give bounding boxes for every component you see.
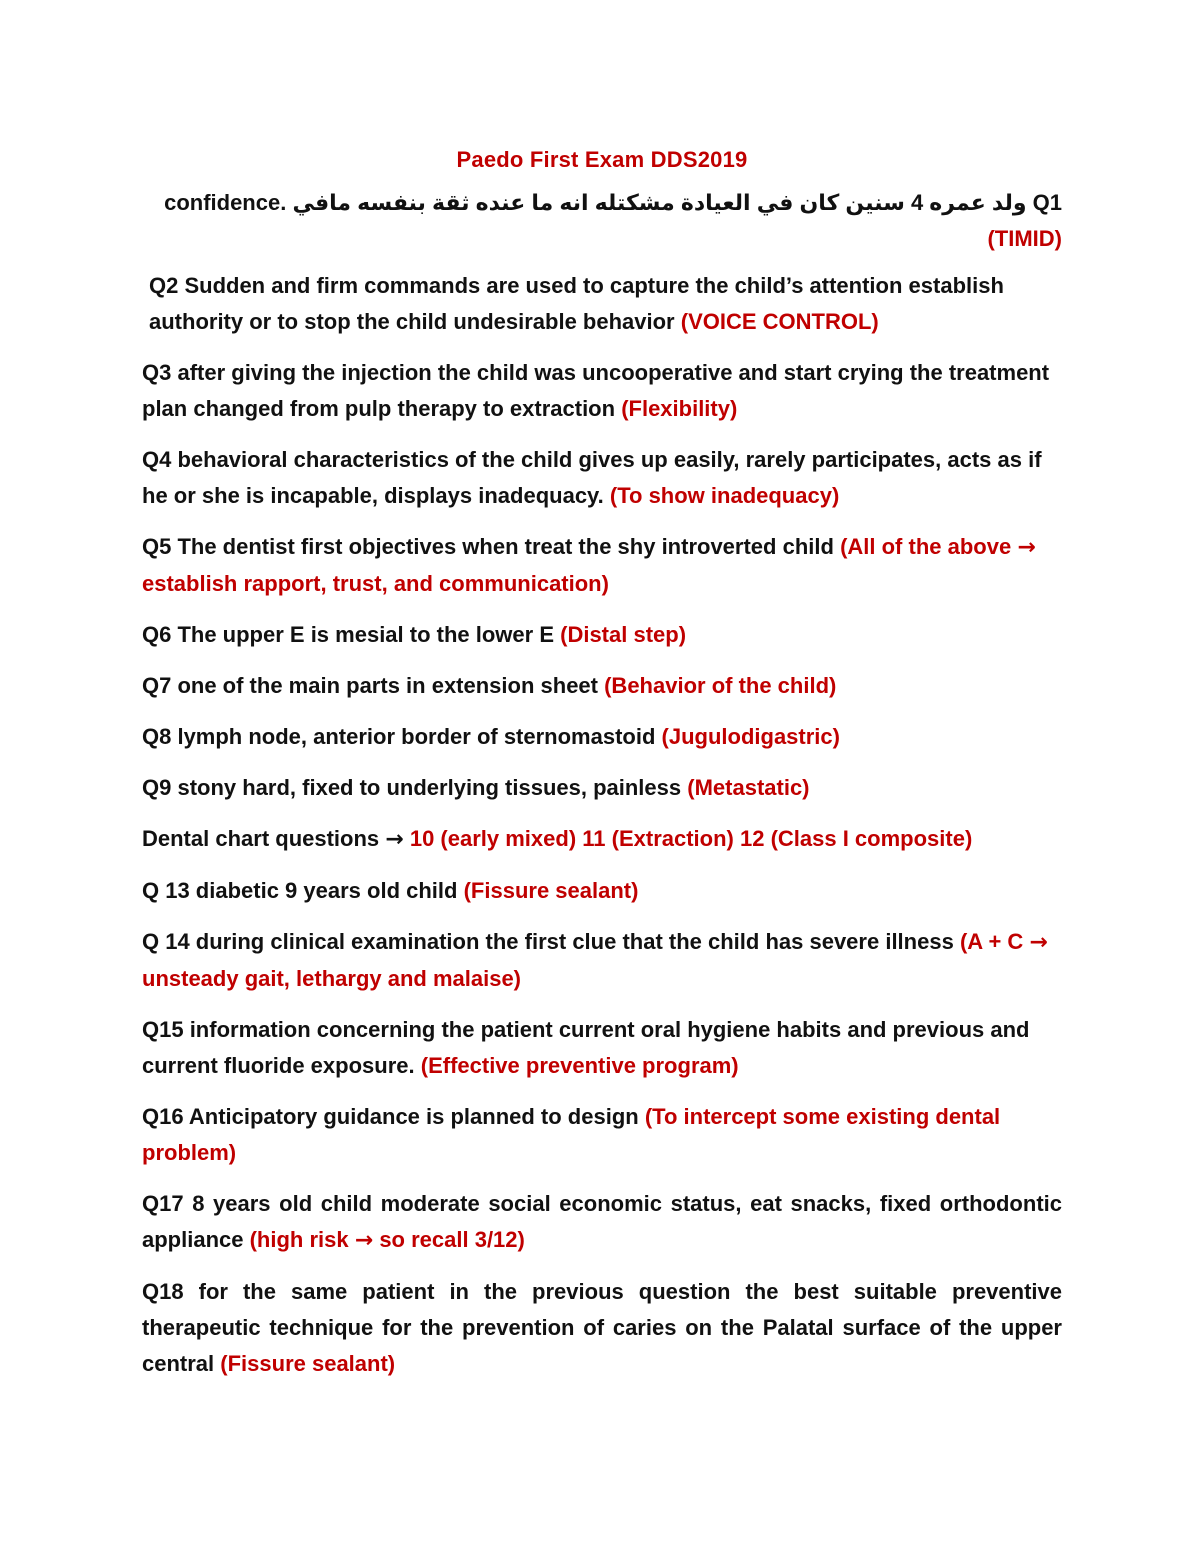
question-13-text: Q 13 diabetic 9 years old child xyxy=(142,878,458,903)
dental-chart-text: Dental chart questions xyxy=(142,826,380,851)
question-8 xyxy=(142,719,1062,755)
question-9 xyxy=(142,770,1062,806)
question-16-text: Q16 Anticipatory guidance is planned to design xyxy=(142,1104,639,1129)
question-18 xyxy=(142,1274,1062,1382)
question-1-answer: (TIMID) xyxy=(987,226,1062,251)
question-14 xyxy=(142,924,1062,997)
document-page xyxy=(142,145,1062,1397)
question-5-text: Q5 The dentist first objectives when treat the shy introverted child xyxy=(142,534,834,559)
question-3-answer: (Flexibility) xyxy=(621,396,738,421)
question-3-text: Q3 after giving the injection the child was uncooperative and start crying the treatment plan changed from pulp therapy to extraction xyxy=(142,360,1050,421)
question-5-answer-part-1: (All of the above xyxy=(840,534,1012,559)
question-5 xyxy=(142,529,1062,602)
question-1 xyxy=(142,185,1062,257)
arrow-right-icon: → xyxy=(354,1228,374,1253)
question-14-text: Q 14 during clinical examination the first clue that the child has severe illness xyxy=(142,929,954,954)
question-6 xyxy=(142,617,1062,653)
question-6-answer: (Distal step) xyxy=(560,622,687,647)
question-13-answer: (Fissure sealant) xyxy=(463,878,639,903)
question-15-answer: (Effective preventive program) xyxy=(420,1053,739,1078)
arrow-right-icon: → xyxy=(1017,535,1036,560)
question-2 xyxy=(142,268,1062,340)
question-15-text: Q15 information concerning the patient current oral hygiene habits and previous and current fluoride exposure. xyxy=(142,1017,1030,1078)
question-1-english-word: confidence. xyxy=(164,190,287,215)
question-18-text: Q18 for the same patient in the previous question the best suitable preventive therapeutic technique for the prevention of caries on the Palatal surface of the upper central xyxy=(142,1279,1062,1376)
question-13 xyxy=(142,873,1062,909)
question-6-text: Q6 The upper E is mesial to the lower E xyxy=(142,622,554,647)
question-4-answer: (To show inadequacy) xyxy=(609,483,840,508)
arrow-right-icon: → xyxy=(385,827,404,852)
question-17-answer-part-2: so recall 3/12) xyxy=(379,1227,525,1252)
arrow-right-icon: → xyxy=(1029,930,1048,955)
question-16-answer: (To intercept some existing dental problem) xyxy=(142,1104,1001,1165)
question-14-answer-part-1: (A + C xyxy=(959,929,1024,954)
dental-chart-answer: 10 (early mixed) 11 (Extraction) 12 (Class I composite) xyxy=(409,826,973,851)
question-3 xyxy=(142,355,1062,427)
question-4-text: Q4 behavioral characteristics of the child gives up easily, rarely participates, acts as if he or she is incapable, displays inadequacy. xyxy=(142,447,1042,508)
question-1-arabic-text: ولد عمره 4 سنين كان في العيادة مشكتله انه ما عنده ثقة بنفسه مافي xyxy=(292,190,1027,215)
question-8-text: Q8 lymph node, anterior border of sternomastoid xyxy=(142,724,656,749)
question-18-answer: (Fissure sealant) xyxy=(220,1351,396,1376)
question-15 xyxy=(142,1012,1062,1084)
question-8-answer: (Jugulodigastric) xyxy=(661,724,840,749)
question-7-text: Q7 one of the main parts in extension sheet xyxy=(142,673,598,698)
question-7 xyxy=(142,668,1062,704)
question-16 xyxy=(142,1099,1062,1171)
question-7-answer: (Behavior of the child) xyxy=(604,673,837,698)
question-14-answer-part-2: unsteady gait, lethargy and malaise) xyxy=(142,966,522,991)
question-9-text: Q9 stony hard, fixed to underlying tissues, painless xyxy=(142,775,682,800)
question-17-text: Q17 8 years old child moderate social economic status, eat snacks, fixed orthodontic appliance xyxy=(142,1191,1062,1252)
question-17-answer-part-1: (high risk xyxy=(249,1227,349,1252)
question-5-answer-part-2: establish rapport, trust, and communication) xyxy=(142,571,609,596)
question-4 xyxy=(142,442,1062,514)
question-17 xyxy=(142,1186,1062,1259)
question-9-answer: (Metastatic) xyxy=(687,775,810,800)
question-2-answer: (VOICE CONTROL) xyxy=(680,309,879,334)
page-title: Paedo First Exam DDS2019 xyxy=(456,147,748,172)
question-1-prefix: Q1 xyxy=(1032,190,1062,215)
question-2-text: Q2 Sudden and firm commands are used to capture the child’s attention establish authority or to stop the child undesirable behavior xyxy=(149,273,1004,334)
dental-chart-questions xyxy=(142,821,1062,858)
